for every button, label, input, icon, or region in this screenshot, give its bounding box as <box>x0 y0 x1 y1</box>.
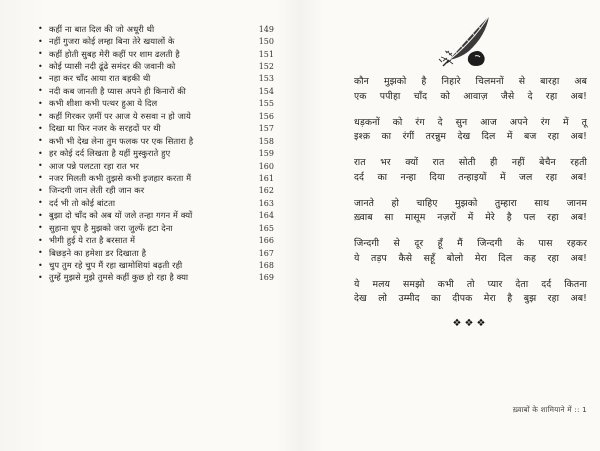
toc-entry-title: भीगी हुई ये रात है बरसात में <box>49 235 136 246</box>
toc-entry-title: बिछड़ने का हमेशा डर दिखाता है <box>49 247 147 258</box>
toc-entry-page: 151 <box>258 49 274 59</box>
toc-entry <box>38 272 274 284</box>
toc-entry-page: 164 <box>258 211 274 221</box>
bullet-icon: • <box>38 123 43 133</box>
bullet-icon: • <box>38 198 43 208</box>
bullet-icon: • <box>38 73 43 83</box>
poem-stanza <box>354 278 587 307</box>
toc-entry-title: नजर मिलती कभी तुझसे कभी इजहार करता मैं <box>49 172 192 183</box>
toc-entry-title: नहीं गुजरा कोई लम्हा बिना तेरे खयालों के <box>49 36 175 47</box>
bullet-icon: • <box>38 173 43 183</box>
toc-entry-page: 168 <box>258 261 274 271</box>
poem-line: जानते हो चाहिए मुझको तुम्हारा साथ जानम <box>354 197 587 209</box>
bullet-icon: • <box>38 272 43 282</box>
toc-entry-page: 156 <box>258 111 274 121</box>
toc-entry-page: 162 <box>258 186 274 196</box>
poem-line: देख लो उम्मीद का दीपक मेरा है बुझ रहा अब! <box>354 293 587 304</box>
toc-entry-title: कभी भी देख लेना तुम फलक पर एक सितारा है <box>49 135 194 146</box>
toc-entry-page: 169 <box>258 273 274 283</box>
bullet-icon: • <box>38 185 43 195</box>
bullet-icon: • <box>38 248 43 258</box>
section-end-ornament: ❖❖❖ <box>452 318 489 329</box>
toc-entry <box>38 135 274 147</box>
poem-stanza <box>354 116 587 145</box>
toc-entry <box>38 110 274 122</box>
toc-entry <box>38 48 274 60</box>
bullet-icon: • <box>38 24 43 34</box>
poem-stanza <box>354 237 587 266</box>
bullet-icon: • <box>38 148 43 158</box>
toc-entry-page: 149 <box>258 24 274 34</box>
toc-entry <box>38 222 274 234</box>
bullet-icon: • <box>38 210 43 220</box>
toc-entry <box>38 160 274 172</box>
bullet-icon: • <box>38 61 43 71</box>
poem-line: दर्द का नन्हा दिया तन्हाइयों में जल रहा अब! <box>354 171 587 183</box>
toc-entry <box>38 172 274 184</box>
toc-entry-title: कहीं ना बात दिल की जो अधूरी थी <box>49 23 155 34</box>
toc-entry <box>38 23 274 35</box>
poem-line: जिन्दगी से दूर हूँ मैं जिन्दगी के पास रहकर <box>354 238 587 249</box>
toc-entry-title: नहा कर चाँद आया रात बहकी थी <box>49 73 151 84</box>
poem-line: ये मलय समझो कभी तो प्यार देता दर्द कितना <box>354 278 587 290</box>
poem-stanza <box>354 197 587 226</box>
toc-entry-page: 165 <box>258 223 274 233</box>
toc-entry-page: 153 <box>258 74 274 84</box>
toc-entry-title: चुप तुम रहे चुप मैं रहा खामोशियां बढ़ती रही <box>49 260 183 271</box>
toc-entry-page: 152 <box>258 62 274 72</box>
bullet-icon: • <box>38 161 43 171</box>
bullet-icon: • <box>38 136 43 146</box>
toc-entry-page: 161 <box>258 173 274 183</box>
bullet-icon: • <box>38 36 43 46</box>
toc-entry <box>38 35 274 47</box>
toc-entry <box>38 259 274 271</box>
poem-line: एक पपीहा चाँद को आवाज़ जैसे दे रहा अब! <box>354 90 587 102</box>
toc-entry <box>38 147 274 159</box>
poem-stanza <box>354 156 587 185</box>
toc-entry-page: 154 <box>258 86 274 96</box>
toc-entry-page: 157 <box>258 124 274 134</box>
bullet-icon: • <box>38 111 43 121</box>
poem-line: ख़्वाब सा मासूम नज़रों में मेरे है पल रहा अब! <box>354 212 587 223</box>
toc-entry-title: कहीं होती सुबह मेरी कहीं पर शाम ढलती है <box>49 48 180 59</box>
toc-entry-page: 159 <box>258 149 274 159</box>
toc-entry-title: सुहाना धूप है मुझको जरा जुल्फें हटा देना <box>49 222 173 233</box>
toc-entry-title: कभी शीशा कभी पत्थर हुआ ये दिल <box>49 98 158 109</box>
toc-entry <box>38 73 274 85</box>
running-footer: ख़्वाबों के शामियाने में :: 1 <box>512 405 587 414</box>
toc-entry-page: 160 <box>258 161 274 171</box>
toc-entry <box>38 98 274 110</box>
toc-entry <box>38 197 274 209</box>
quill-icon <box>433 13 507 69</box>
toc-entry-page: 150 <box>258 37 274 47</box>
table-of-contents <box>38 23 274 284</box>
poem-line: रात भर क्यों रात सोती ही नहीं बेचैन रहती <box>354 157 587 168</box>
toc-entry-page: 155 <box>258 99 274 109</box>
toc-entry-title: बुझा दो चाँद को अब यों जले तन्हा गगन में क्यों <box>49 210 193 221</box>
toc-entry-title: तुम्हें मुझसे मुझे तुमसे कहीं कुछ हो रहा है क्या <box>49 272 189 283</box>
toc-entry <box>38 85 274 97</box>
toc-entry <box>38 60 274 72</box>
bullet-icon: • <box>38 260 43 270</box>
toc-entry <box>38 234 274 246</box>
toc-entry-title: जिन्दगी जान लेती रही जान कर <box>49 185 145 196</box>
bullet-icon: • <box>38 235 43 245</box>
toc-entry-page: 167 <box>258 248 274 258</box>
poem-line: कौन मुझको है निहारे चिलमनों से बारहा अब <box>354 76 587 87</box>
bullet-icon: • <box>38 223 43 233</box>
toc-entry-page: 158 <box>258 136 274 146</box>
quill-inkwell-illustration <box>433 13 507 69</box>
toc-entry <box>38 210 274 222</box>
toc-entry-title: दर्द भी तो कोई बांटता <box>49 197 116 208</box>
toc-entry-title: नदी कब जानती है प्यास अपने ही किनारों की <box>49 85 186 96</box>
bullet-icon: • <box>38 49 43 59</box>
poem-line: इश्क़ का रंगीं तरन्नुम देख दिल में बज रहा अब! <box>354 131 587 142</box>
poem-line: धड़कनों को रंग दे सुन आज अपने रंग में तू <box>354 116 587 128</box>
toc-entry-title: हर कोई दर्द लिखता है यहीं मुस्कुराते हुए <box>49 148 171 159</box>
toc-entry-title: आज पन्ने पलटता रहा रात भर <box>49 160 140 171</box>
poem <box>354 75 587 329</box>
poem-line: ये तड़प कैसे सहूँ बोलो मेरा दिल कह रहा अब! <box>354 252 587 264</box>
toc-entry <box>38 123 274 135</box>
bullet-icon: • <box>38 98 43 108</box>
toc-entry-title: दिखा था फिर नजर के सरहदों पर थी <box>49 123 161 134</box>
toc-entry-title: कहीं गिरकर ज़मीं पर आज ये रुसवा न हो जाये <box>49 110 191 121</box>
bullet-icon: • <box>38 86 43 96</box>
toc-entry <box>38 247 274 259</box>
toc-entry-page: 163 <box>258 198 274 208</box>
toc-entry-page: 166 <box>258 236 274 246</box>
poem-stanza <box>354 75 587 104</box>
toc-entry-title: कोई प्यासी नदी ढूंढे समंदर की जवानी को <box>49 61 176 72</box>
toc-entry <box>38 185 274 197</box>
